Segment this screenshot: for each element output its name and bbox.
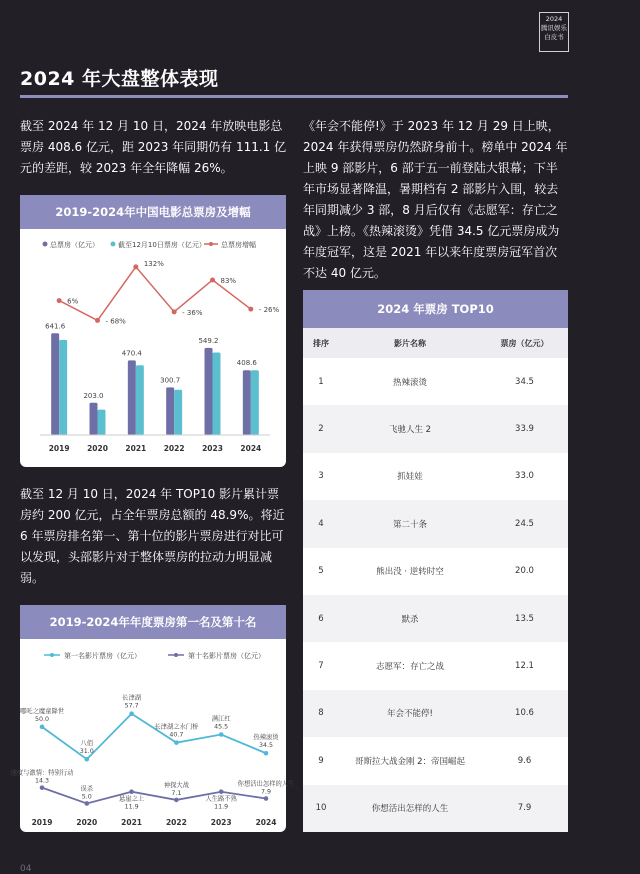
growth-label: 6% [67, 297, 79, 306]
legend-marker [209, 242, 213, 246]
cell-film: 你想活出怎样的人生 [371, 804, 449, 815]
bar [251, 370, 259, 435]
cell-box-office: 20.0 [515, 566, 534, 577]
cell-film: 第二十条 [392, 519, 427, 530]
paragraph-top10-share: 截至 12 月 10 日，2024 年 TOP10 影片累计票房约 200 亿元，占全年票房总额的 48.9%。将近 6 年票房排名第一、第十位的影片票房进行对比可以发现，头部影片对于整体票房的拉动力明显减弱。 [20, 487, 285, 585]
table-header [303, 328, 568, 358]
data-point [264, 796, 269, 801]
cell-box-office: 10.6 [515, 708, 534, 719]
logo-line: 腾讯娱乐 [541, 24, 567, 32]
cell-rank: 3 [318, 471, 324, 482]
bar [213, 353, 221, 435]
film-label: 神探大战 [163, 781, 189, 789]
value-label: 11.9 [214, 803, 229, 811]
film-label: 热辣滚烫 [253, 734, 279, 742]
cell-box-office: 9.6 [517, 755, 532, 766]
legend-marker [174, 653, 178, 657]
cell-rank: 4 [318, 518, 324, 529]
x-tick-label: 2022 [163, 444, 185, 453]
chart-title: 2019-2024年年度票房第一名及第十名 [20, 605, 286, 639]
bar [243, 370, 251, 435]
growth-point [57, 298, 62, 303]
table-body [303, 358, 568, 832]
data-point [174, 740, 179, 745]
bar-value-label: 641.6 [45, 322, 66, 331]
table-row [303, 642, 568, 689]
table-row [303, 690, 568, 737]
cell-film: 抓娃娃 [397, 472, 423, 483]
legend-label: 总票房（亿元） [50, 241, 99, 249]
growth-label: 83% [220, 276, 237, 285]
cell-box-office: 7.9 [517, 803, 532, 814]
cell-rank: 9 [318, 755, 324, 766]
bar-value-label: 300.7 [160, 376, 181, 385]
film-label: 八佰 [80, 740, 94, 748]
x-tick-label: 2019 [48, 444, 70, 453]
bar [128, 360, 136, 435]
x-tick-label: 2020 [87, 444, 108, 453]
x-tick-label: 2019 [31, 818, 53, 827]
data-point [174, 798, 179, 803]
cell-rank: 5 [318, 566, 324, 577]
growth-label: - 68% [105, 317, 126, 326]
x-tick-label: 2023 [202, 444, 223, 453]
value-label: 50.0 [34, 715, 50, 723]
chart-title: 2019-2024年中国电影总票房及增幅 [20, 195, 286, 229]
value-label: 7.1 [171, 789, 182, 797]
legend-marker [50, 653, 54, 657]
legend-marker [43, 242, 48, 247]
data-point [264, 751, 269, 756]
data-point [85, 801, 90, 806]
header-box-office: 票房（亿元） [500, 338, 549, 348]
bar [98, 410, 106, 435]
value-label: 40.7 [169, 731, 184, 739]
bar [136, 365, 144, 435]
legend-label: 第一名影片票房（亿元） [64, 652, 141, 660]
value-label: 14.3 [34, 777, 50, 785]
cell-film: 热辣滚烫 [392, 377, 427, 388]
table-row [303, 500, 568, 547]
growth-point [248, 307, 253, 312]
table-row [303, 358, 568, 405]
growth-point [172, 309, 177, 314]
growth-point [133, 264, 138, 269]
cell-rank: 2 [318, 424, 324, 435]
film-label: 悬崖之上 [119, 795, 145, 803]
logo-line: 2024 [545, 15, 563, 23]
cell-box-office: 33.9 [515, 424, 534, 435]
cell-box-office: 24.5 [515, 518, 534, 529]
series-line [42, 714, 266, 759]
growth-point [210, 277, 215, 282]
chart-legend [43, 240, 257, 249]
x-tick-label: 2023 [210, 818, 232, 827]
data-point [40, 785, 45, 790]
legend-label: 第十名影片票房（亿元） [188, 652, 265, 660]
growth-line [59, 267, 251, 321]
table-title: 2024 年票房 TOP10 [303, 290, 568, 328]
x-tick-label: 2020 [76, 818, 98, 827]
cell-film: 年会不能停! [387, 709, 433, 720]
film-label: 哪吒之魔童降世 [19, 707, 65, 715]
film-label: 满江红 [211, 715, 231, 723]
bar [205, 348, 213, 435]
table-row [303, 595, 568, 642]
legend-label: 总票房增幅 [221, 241, 256, 249]
title-divider [20, 95, 568, 98]
table-row [303, 785, 568, 832]
film-label: 人生路不熟 [205, 795, 237, 803]
paragraph-top10-analysis: 《年会不能停!》于 2023 年 12 月 29 日上映，2024 年获得票房仍然跻身前十。榜单中 2024 年上映 9 部影片，6 部于五一前登陆大银幕；下半年市场显著降温，暑期档有 2 部影片入围，较去年同期减少 3 部，8 月后仅有《志愿军：存亡之战》上榜。《热辣滚烫》凭借 34.5 亿元票房成为年度冠军，这是 2021 年以来年度票房冠军首次不达 40 亿元。 [303, 119, 568, 280]
page-title: 2024 年大盘整体表现 [20, 68, 219, 90]
data-point [219, 789, 224, 794]
cell-film: 志愿军：存亡之战 [375, 662, 444, 673]
bar-value-label: 408.6 [236, 359, 257, 368]
bar-value-label: 203.0 [83, 391, 104, 400]
value-label: 45.5 [214, 723, 229, 731]
chart-legend [44, 651, 265, 660]
cell-rank: 8 [318, 708, 324, 719]
x-tick-label: 2021 [121, 818, 143, 827]
top10-table-card [303, 290, 568, 832]
cell-rank: 1 [318, 376, 324, 387]
legend-label: 截至12月10日票房（亿元） [118, 241, 206, 249]
x-tick-label: 2022 [165, 818, 187, 827]
value-label: 7.9 [260, 788, 272, 796]
table-row [303, 453, 568, 500]
growth-label: - 36% [182, 308, 203, 317]
value-label: 11.9 [124, 803, 139, 811]
header-rank: 排序 [313, 338, 329, 348]
value-label: 31.0 [79, 748, 94, 756]
cell-box-office: 12.1 [515, 661, 534, 672]
page-number: 04 [20, 864, 32, 874]
cell-rank: 6 [318, 613, 324, 624]
box-office-chart [20, 229, 286, 467]
value-label: 57.7 [124, 702, 139, 710]
value-label: 5.0 [81, 793, 92, 801]
data-point [40, 725, 45, 730]
film-label: 你想活出怎样的人生 [237, 780, 295, 788]
cell-rank: 7 [318, 661, 324, 672]
data-point [85, 757, 90, 762]
cell-box-office: 34.5 [515, 376, 534, 387]
bar [59, 340, 67, 435]
bar [90, 403, 98, 435]
x-tick-label: 2021 [125, 444, 147, 453]
logo-line: 白皮书 [544, 33, 564, 41]
film-label: 速度与激情：特别行动 [10, 769, 74, 777]
data-point [129, 711, 134, 716]
x-tick-label: 2024 [240, 444, 262, 453]
x-tick-label: 2024 [255, 818, 277, 827]
legend-marker [111, 242, 116, 247]
top-film-chart [10, 639, 295, 832]
bar [51, 333, 59, 435]
data-point [129, 789, 134, 794]
box-office-chart-card [20, 195, 286, 467]
paragraph-total-box-office: 截至 2024 年 12 月 10 日，2024 年放映电影总票房 408.6 亿元，距 2023 年同期仍有 111.1 亿元的差距，较 2023 年全年降幅 26%。 [20, 119, 287, 175]
table-row [303, 548, 568, 595]
cell-film: 哥斯拉大战金刚 2：帝国崛起 [354, 756, 466, 767]
cell-rank: 10 [315, 803, 327, 814]
header-film: 影片名称 [394, 338, 426, 348]
bar-value-label: 549.2 [198, 336, 219, 345]
top-film-chart-card [10, 605, 295, 832]
table-row [303, 737, 568, 784]
value-label: 34.5 [258, 742, 274, 750]
cell-film: 熊出没 · 逆转时空 [376, 567, 444, 578]
growth-label: 132% [143, 259, 164, 268]
film-label: 误杀 [80, 785, 94, 793]
cell-film: 飞驰人生 2 [388, 425, 432, 436]
film-label: 长津湖之水门桥 [154, 723, 199, 731]
bar-value-label: 470.4 [121, 349, 142, 358]
film-label: 长津湖 [122, 694, 142, 702]
bar [174, 390, 182, 435]
growth-label: - 26% [258, 306, 280, 315]
cell-film: 默杀 [401, 614, 419, 625]
data-point [219, 732, 224, 737]
table-row [303, 405, 568, 452]
growth-point [95, 318, 100, 323]
bar [166, 387, 174, 435]
cell-box-office: 33.0 [515, 471, 534, 482]
report-logo [539, 12, 569, 52]
cell-box-office: 13.5 [515, 613, 534, 624]
